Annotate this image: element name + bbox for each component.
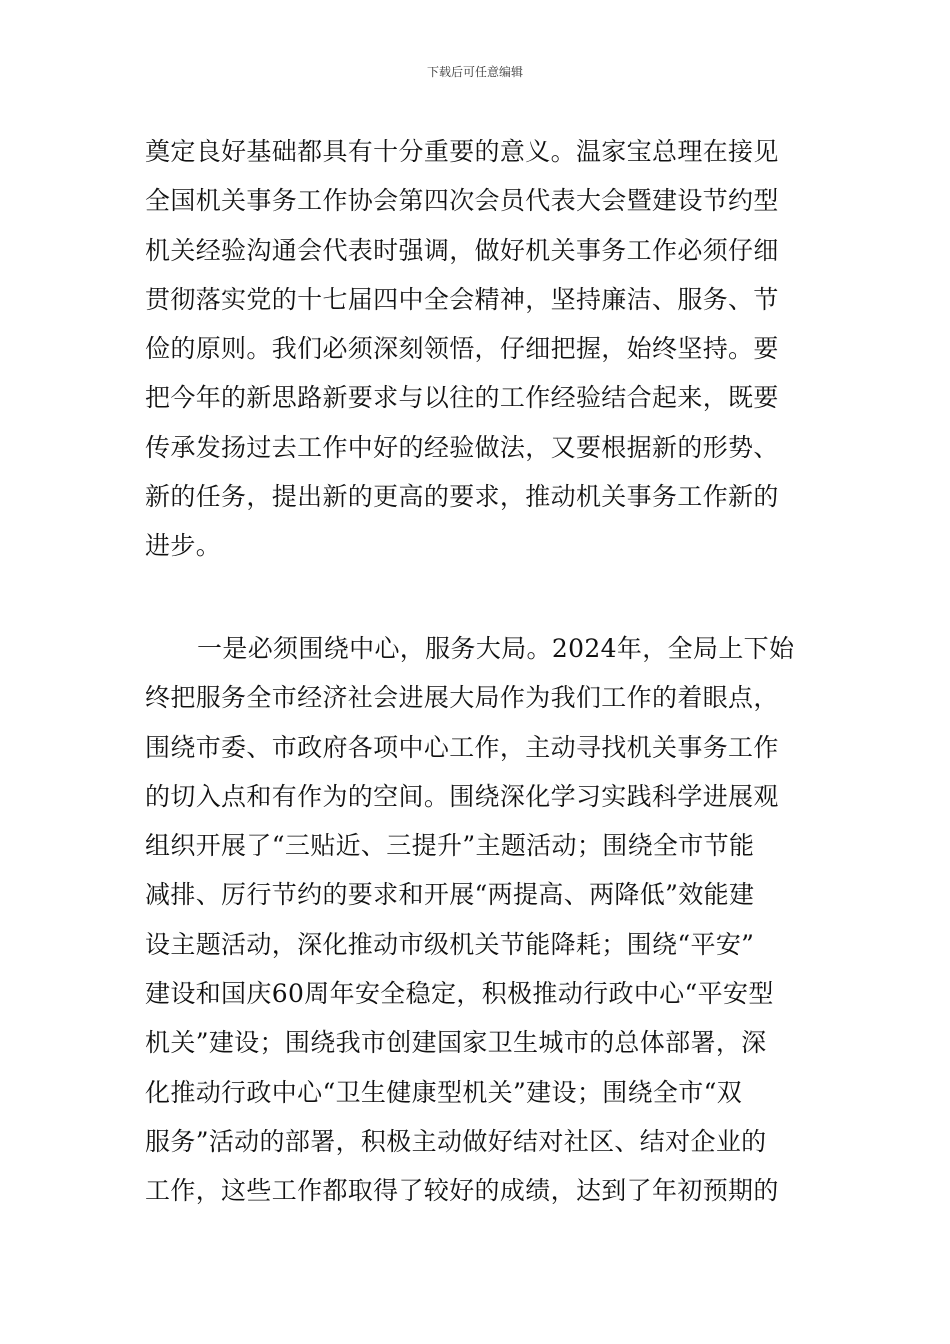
text-line: 化推动行政中心“卫生健康型机关”建设；围绕全市“双 xyxy=(145,1077,743,1107)
page-header-note: 下载后可任意编辑 xyxy=(426,65,523,79)
paragraph-1 xyxy=(145,127,805,571)
text-line-first-indented: 一是必须围绕中心，服务大局。2024年，全局上下始 xyxy=(197,634,795,663)
text-line: 设主题活动，深化推动市级机关节能降耗；围绕“平安” xyxy=(145,929,755,959)
text-line: 终把服务全市经济社会进展大局作为我们工作的着眼点， xyxy=(145,683,779,713)
text-line: 组织开展了“三贴近、三提升”主题活动；围绕全市节能 xyxy=(145,831,755,861)
text-line: 建设和国庆60周年安全稳定，积极推动行政中心“平安型 xyxy=(145,979,774,1009)
text-line: 全国机关事务工作协会第四次会员代表大会暨建设节约型 xyxy=(145,186,779,216)
text-line: 机关经验沟通会代表时强调，做好机关事务工作必须仔细 xyxy=(145,235,779,265)
text-line: 传承发扬过去工作中好的经验做法，又要根据新的形势、 xyxy=(145,432,779,462)
text-line: 进步。 xyxy=(145,531,222,561)
text-line: 减排、厉行节约的要求和开展“两提高、两降低”效能建 xyxy=(145,880,755,910)
paragraph-2 xyxy=(145,624,805,1216)
text-line: 的切入点和有作为的空间。围绕深化学习实践科学进展观 xyxy=(145,781,779,811)
text-line: 奠定良好基础都具有十分重要的意义。温家宝总理在接见 xyxy=(145,137,779,166)
text-line: 把今年的新思路新要求与以往的工作经验结合起来，既要 xyxy=(145,383,779,413)
text-line: 贯彻落实党的十七届四中全会精神，坚持廉洁、服务、节 xyxy=(145,284,779,314)
text-line: 机关”建设；围绕我市创建国家卫生城市的总体部署，深 xyxy=(145,1028,767,1058)
text-line: 工作，这些工作都取得了较好的成绩，达到了年初预期的 xyxy=(145,1176,779,1206)
text-line: 服务”活动的部署，积极主动做好结对社区、结对企业的 xyxy=(145,1126,767,1156)
text-line: 俭的原则。我们必须深刻领悟，仔细把握，始终坚持。要 xyxy=(145,334,779,364)
text-line: 围绕市委、市政府各项中心工作，主动寻找机关事务工作 xyxy=(145,732,779,762)
text-line: 新的任务，提出新的更高的要求，推动机关事务工作新的 xyxy=(145,482,779,512)
